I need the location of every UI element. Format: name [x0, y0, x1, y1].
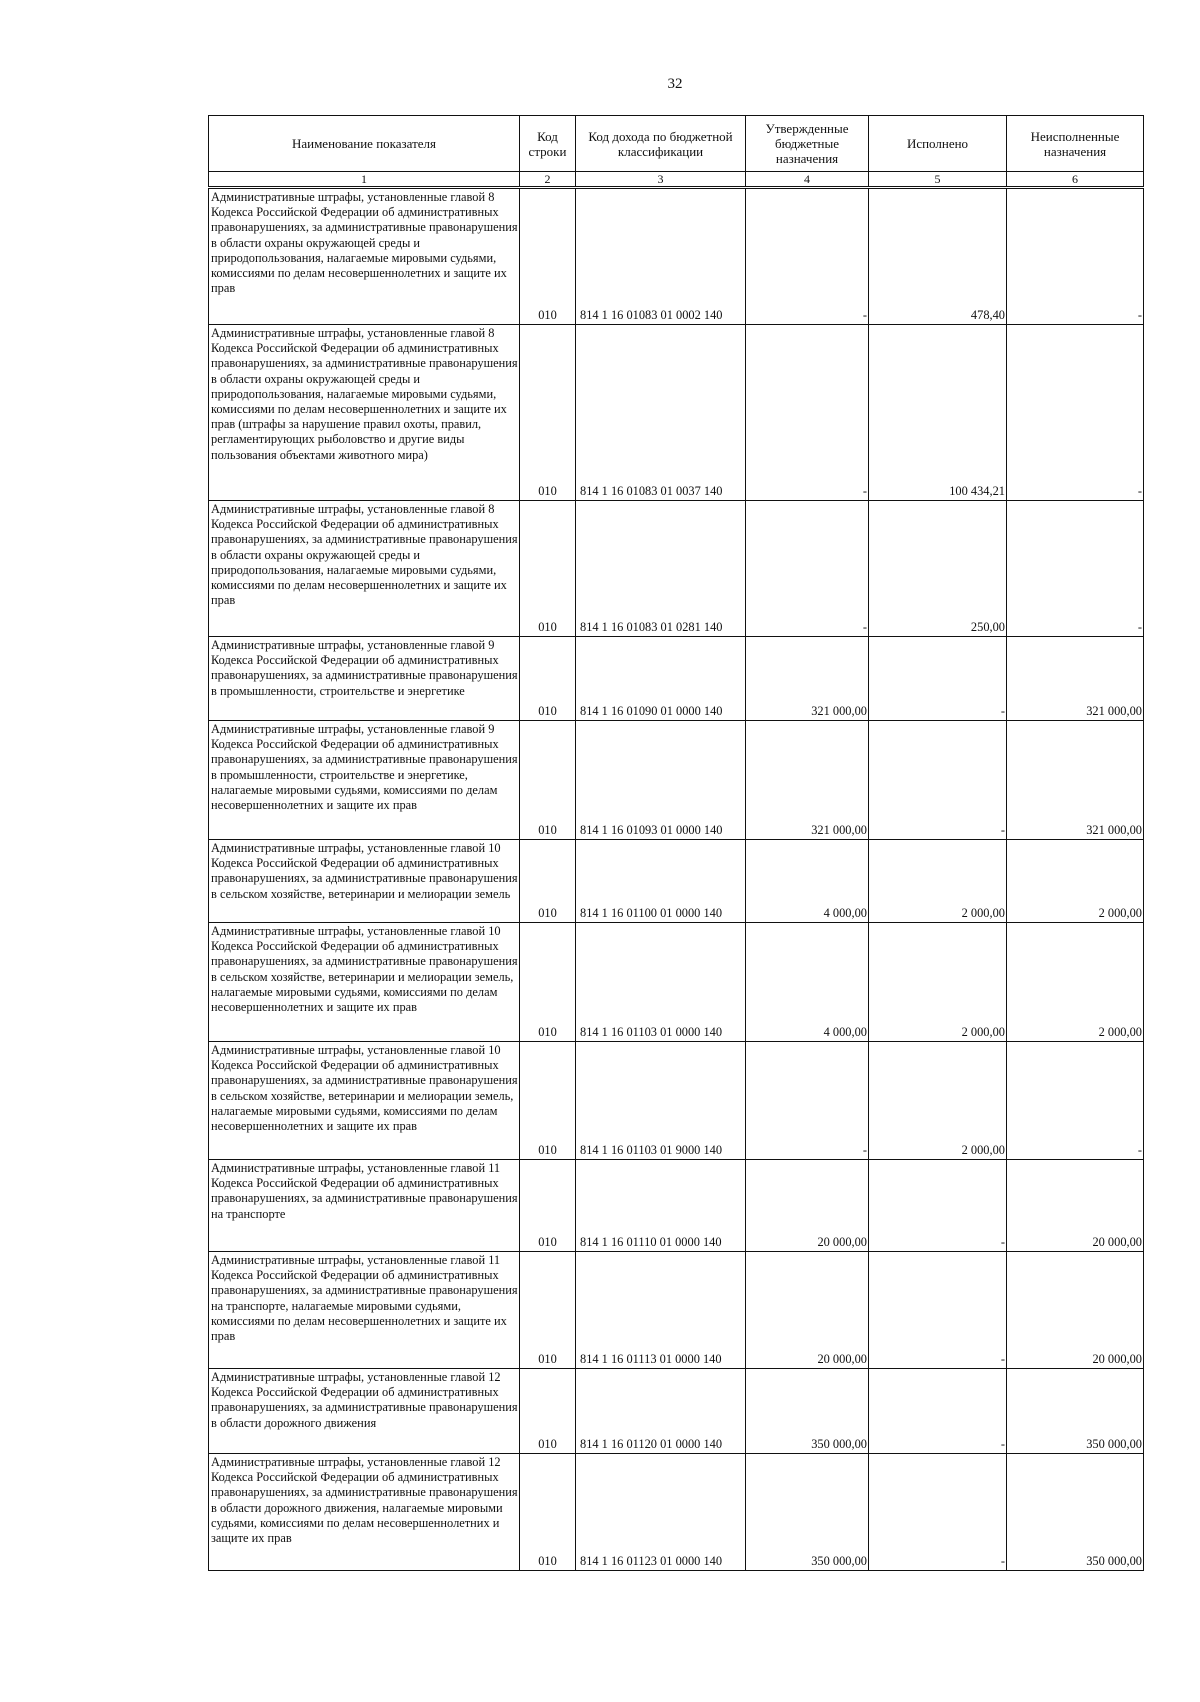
row-executed: -	[869, 1252, 1007, 1369]
row-budget-code: 814 1 16 01083 01 0002 140	[576, 188, 746, 325]
row-executed: 2 000,00	[869, 1042, 1007, 1160]
row-unexecuted: 321 000,00	[1007, 721, 1144, 840]
row-name: Административные штрафы, установленные главой 10 Кодекса Российской Федерации об административных правонарушениях, за административные правонарушения в сельском хозяйстве, ветеринарии и мелиорации земель, налагаемые мировыми судьями, комиссиями по делам несовершеннолетних и защите их прав	[209, 1042, 520, 1160]
row-line-code: 010	[520, 325, 576, 501]
row-executed: 2 000,00	[869, 840, 1007, 923]
column-header-row	[209, 116, 1144, 172]
row-budget-code: 814 1 16 01093 01 0000 140	[576, 721, 746, 840]
column-number: 2	[520, 172, 576, 188]
row-executed: -	[869, 1369, 1007, 1454]
row-budget-code: 814 1 16 01103 01 0000 140	[576, 923, 746, 1042]
row-approved: 4 000,00	[746, 840, 869, 923]
row-name: Административные штрафы, установленные главой 8 Кодекса Российской Федерации об административных правонарушениях, за административные правонарушения в области охраны окружающей среды и природопользования, налагаемые мировыми судьями, комиссиями по делам несовершеннолетних и защите их прав	[209, 188, 520, 325]
table-row	[209, 840, 1144, 923]
row-executed: 2 000,00	[869, 923, 1007, 1042]
column-header-approved: Утвержденные бюджетные назначения	[746, 116, 869, 172]
row-name: Административные штрафы, установленные главой 12 Кодекса Российской Федерации об административных правонарушениях, за административные правонарушения в области дорожного движения	[209, 1369, 520, 1454]
table-row	[209, 188, 1144, 325]
row-budget-code: 814 1 16 01103 01 9000 140	[576, 1042, 746, 1160]
row-line-code: 010	[520, 923, 576, 1042]
row-approved: -	[746, 325, 869, 501]
row-line-code: 010	[520, 1160, 576, 1252]
row-unexecuted: 20 000,00	[1007, 1160, 1144, 1252]
column-header-executed: Исполнено	[869, 116, 1007, 172]
row-name: Административные штрафы, установленные главой 12 Кодекса Российской Федерации об административных правонарушениях, за административные правонарушения в области дорожного движения, налагаемые мировыми судьями, комиссиями по делам несовершеннолетних и защите их прав	[209, 1454, 520, 1571]
row-budget-code: 814 1 16 01083 01 0037 140	[576, 325, 746, 501]
row-executed: -	[869, 721, 1007, 840]
row-name: Административные штрафы, установленные главой 9 Кодекса Российской Федерации об административных правонарушениях, за административные правонарушения в промышленности, строительстве и энергетике	[209, 637, 520, 721]
row-executed: 478,40	[869, 188, 1007, 325]
row-approved: -	[746, 1042, 869, 1160]
row-line-code: 010	[520, 1369, 576, 1454]
column-number: 6	[1007, 172, 1144, 188]
row-unexecuted: 2 000,00	[1007, 923, 1144, 1042]
column-number-row	[209, 172, 1144, 188]
column-number: 4	[746, 172, 869, 188]
column-number: 3	[576, 172, 746, 188]
table-row	[209, 721, 1144, 840]
table-row	[209, 1252, 1144, 1369]
row-executed: -	[869, 637, 1007, 721]
row-approved: -	[746, 501, 869, 637]
column-header-line-code: Код строки	[520, 116, 576, 172]
table-row	[209, 923, 1144, 1042]
column-header-name: Наименование показателя	[209, 116, 520, 172]
row-unexecuted: -	[1007, 1042, 1144, 1160]
row-unexecuted: -	[1007, 501, 1144, 637]
row-line-code: 010	[520, 188, 576, 325]
column-header-budget-code: Код дохода по бюджетной классификации	[576, 116, 746, 172]
row-approved: 321 000,00	[746, 637, 869, 721]
row-name: Административные штрафы, установленные главой 8 Кодекса Российской Федерации об административных правонарушениях, за административные правонарушения в области охраны окружающей среды и природопользования, налагаемые мировыми судьями, комиссиями по делам несовершеннолетних и защите их прав	[209, 501, 520, 637]
row-unexecuted: -	[1007, 188, 1144, 325]
page-number: 32	[667, 76, 683, 92]
row-unexecuted: -	[1007, 325, 1144, 501]
table-row	[209, 1369, 1144, 1454]
budget-execution-table	[208, 115, 1144, 1571]
column-header-unexecuted: Неисполненные назначения	[1007, 116, 1144, 172]
row-budget-code: 814 1 16 01083 01 0281 140	[576, 501, 746, 637]
row-approved: 20 000,00	[746, 1160, 869, 1252]
row-budget-code: 814 1 16 01100 01 0000 140	[576, 840, 746, 923]
row-line-code: 010	[520, 637, 576, 721]
row-line-code: 010	[520, 721, 576, 840]
row-line-code: 010	[520, 1042, 576, 1160]
row-name: Административные штрафы, установленные главой 10 Кодекса Российской Федерации об административных правонарушениях, за административные правонарушения в сельском хозяйстве, ветеринарии и мелиорации земель, налагаемые мировыми судьями, комиссиями по делам несовершеннолетних и защите их прав	[209, 923, 520, 1042]
row-approved: -	[746, 188, 869, 325]
table-row	[209, 1454, 1144, 1571]
table-row	[209, 1160, 1144, 1252]
row-unexecuted: 350 000,00	[1007, 1454, 1144, 1571]
row-line-code: 010	[520, 840, 576, 923]
column-number: 1	[209, 172, 520, 188]
row-line-code: 010	[520, 1454, 576, 1571]
row-budget-code: 814 1 16 01090 01 0000 140	[576, 637, 746, 721]
row-unexecuted: 2 000,00	[1007, 840, 1144, 923]
row-unexecuted: 350 000,00	[1007, 1369, 1144, 1454]
row-executed: 250,00	[869, 501, 1007, 637]
row-budget-code: 814 1 16 01113 01 0000 140	[576, 1252, 746, 1369]
row-line-code: 010	[520, 1252, 576, 1369]
row-budget-code: 814 1 16 01123 01 0000 140	[576, 1454, 746, 1571]
row-name: Административные штрафы, установленные главой 8 Кодекса Российской Федерации об административных правонарушениях, за административные правонарушения в области охраны окружающей среды и природопользования, налагаемые мировыми судьями, комиссиями по делам несовершеннолетних и защите их прав (штрафы за нарушение правил охоты, правил, регламентирующих рыболовство и другие виды пользования объектами животного мира)	[209, 325, 520, 501]
row-approved: 350 000,00	[746, 1369, 869, 1454]
row-executed: 100 434,21	[869, 325, 1007, 501]
column-number: 5	[869, 172, 1007, 188]
row-approved: 321 000,00	[746, 721, 869, 840]
table-row	[209, 637, 1144, 721]
row-name: Административные штрафы, установленные главой 9 Кодекса Российской Федерации об административных правонарушениях, за административные правонарушения в промышленности, строительстве и энергетике, налагаемые мировыми судьями, комиссиями по делам несовершеннолетних и защите их прав	[209, 721, 520, 840]
row-approved: 4 000,00	[746, 923, 869, 1042]
row-name: Административные штрафы, установленные главой 10 Кодекса Российской Федерации об административных правонарушениях, за административные правонарушения в сельском хозяйстве, ветеринарии и мелиорации земель	[209, 840, 520, 923]
table-row	[209, 325, 1144, 501]
row-approved: 20 000,00	[746, 1252, 869, 1369]
row-executed: -	[869, 1160, 1007, 1252]
row-executed: -	[869, 1454, 1007, 1571]
row-budget-code: 814 1 16 01110 01 0000 140	[576, 1160, 746, 1252]
table-row	[209, 1042, 1144, 1160]
row-unexecuted: 321 000,00	[1007, 637, 1144, 721]
row-budget-code: 814 1 16 01120 01 0000 140	[576, 1369, 746, 1454]
table-row	[209, 501, 1144, 637]
row-name: Административные штрафы, установленные главой 11 Кодекса Российской Федерации об административных правонарушениях, за административные правонарушения на транспорте, налагаемые мировыми судьями, комиссиями по делам несовершеннолетних и защите их прав	[209, 1252, 520, 1369]
row-unexecuted: 20 000,00	[1007, 1252, 1144, 1369]
row-name: Административные штрафы, установленные главой 11 Кодекса Российской Федерации об административных правонарушениях, за административные правонарушения на транспорте	[209, 1160, 520, 1252]
row-line-code: 010	[520, 501, 576, 637]
row-approved: 350 000,00	[746, 1454, 869, 1571]
